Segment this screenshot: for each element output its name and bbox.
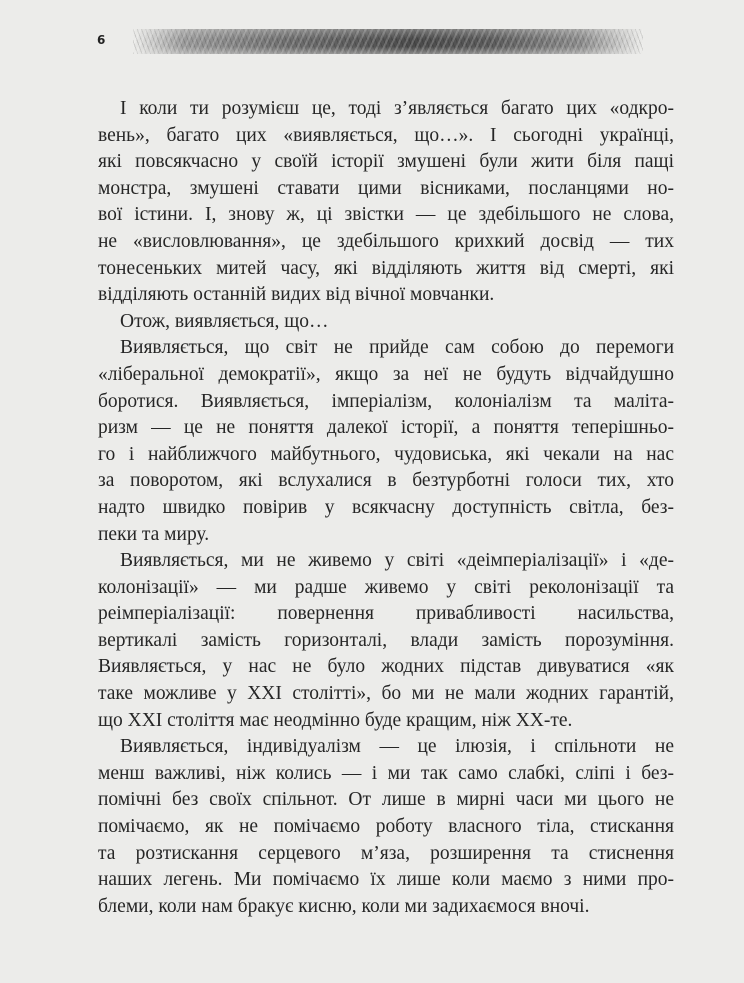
text-line: таке можливе у XXI столітті», бо ми не мали жодних гарантій,: [98, 683, 674, 705]
text-line: «ліберальної демократії», якщо за неї не будуть відчайдушно: [98, 363, 674, 385]
paragraph: [98, 548, 674, 734]
text-line: Виявляється, індивідуалізм — це ілюзія, і спільноти не: [120, 736, 674, 758]
text-line: блеми, коли нам бракує кисню, коли ми задихаємося вночі.: [98, 895, 590, 917]
text-line: реімперіалізації: повернення привабливості насильства,: [98, 603, 674, 625]
text-line: вертикалі замість горизонталі, влади замість порозуміння.: [98, 629, 674, 651]
text-line: що XXI століття має неодмінно буде кращим, ніж XX-те.: [98, 709, 573, 731]
text-line: колонізації» — ми радше живемо у світі реколонізації та: [98, 576, 674, 598]
paragraph: [98, 96, 674, 309]
text-line: помічні без своїх спільнот. От лише в мирні часи ми цього не: [98, 789, 674, 811]
text-line: помічаємо, як не помічаємо роботу власного тіла, стискання: [98, 816, 674, 838]
text-line: Виявляється, у нас не було жодних підстав дивуватися «як: [98, 656, 674, 678]
text-line: та розтискання серцевого м’яза, розширення та стиснення: [98, 842, 674, 864]
paragraph: [98, 734, 674, 920]
decorative-header-band: [133, 29, 643, 54]
text-line: І коли ти розумієш це, тоді з’являється багато цих «одкро-: [120, 98, 674, 119]
text-line: Отож, виявляється, що…: [120, 310, 329, 332]
text-line: тонесеньких митей часу, які відділяють життя від смерті, які: [98, 257, 674, 279]
text-line: Виявляється, ми не живемо у світі «деімперіалізації» і «де-: [120, 550, 674, 572]
text-line: вень», багато цих «виявляється, що…». І сьогодні українці,: [98, 124, 674, 146]
text-line: відділяють останній видих від вічної мовчанки.: [98, 284, 495, 306]
text-line: пеки та миру.: [98, 523, 210, 545]
text-line: надто швидко повірив у всякчасну доступність світла, без-: [98, 496, 674, 518]
text-line: за поворотом, які вслухалися в безтурботні голоси тих, хто: [98, 470, 674, 492]
text-line: які повсякчасно у своїй історії змушені були жити біля пащі: [98, 151, 674, 173]
paragraph: [98, 335, 674, 548]
text-line: менш важливі, ніж колись — і ми так само слабкі, сліпі і без-: [98, 762, 674, 784]
body-text: [98, 96, 674, 920]
paragraph: [98, 309, 674, 336]
text-line: го і найближчого майбутнього, чудовиська, які чекали на нас: [98, 443, 674, 465]
text-line: не «висловлювання», це здебільшого крихкий досвід — тих: [98, 230, 674, 252]
text-line: боротися. Виявляється, імперіалізм, колоніалізм та маліта-: [98, 390, 674, 412]
text-line: ризм — це не поняття далекої історії, а поняття теперішньо-: [98, 417, 674, 439]
page-number: 6: [97, 33, 106, 47]
text-line: наших легень. Ми помічаємо їх лише коли маємо з ними про-: [98, 869, 674, 891]
text-line: Виявляється, що світ не прийде сам собою до перемоги: [120, 337, 674, 359]
text-line: монстра, змушені ставати цими вісниками, посланцями но-: [98, 177, 674, 199]
text-line: вої істини. І, знову ж, ці звістки — це здебільшого не слова,: [98, 204, 674, 226]
